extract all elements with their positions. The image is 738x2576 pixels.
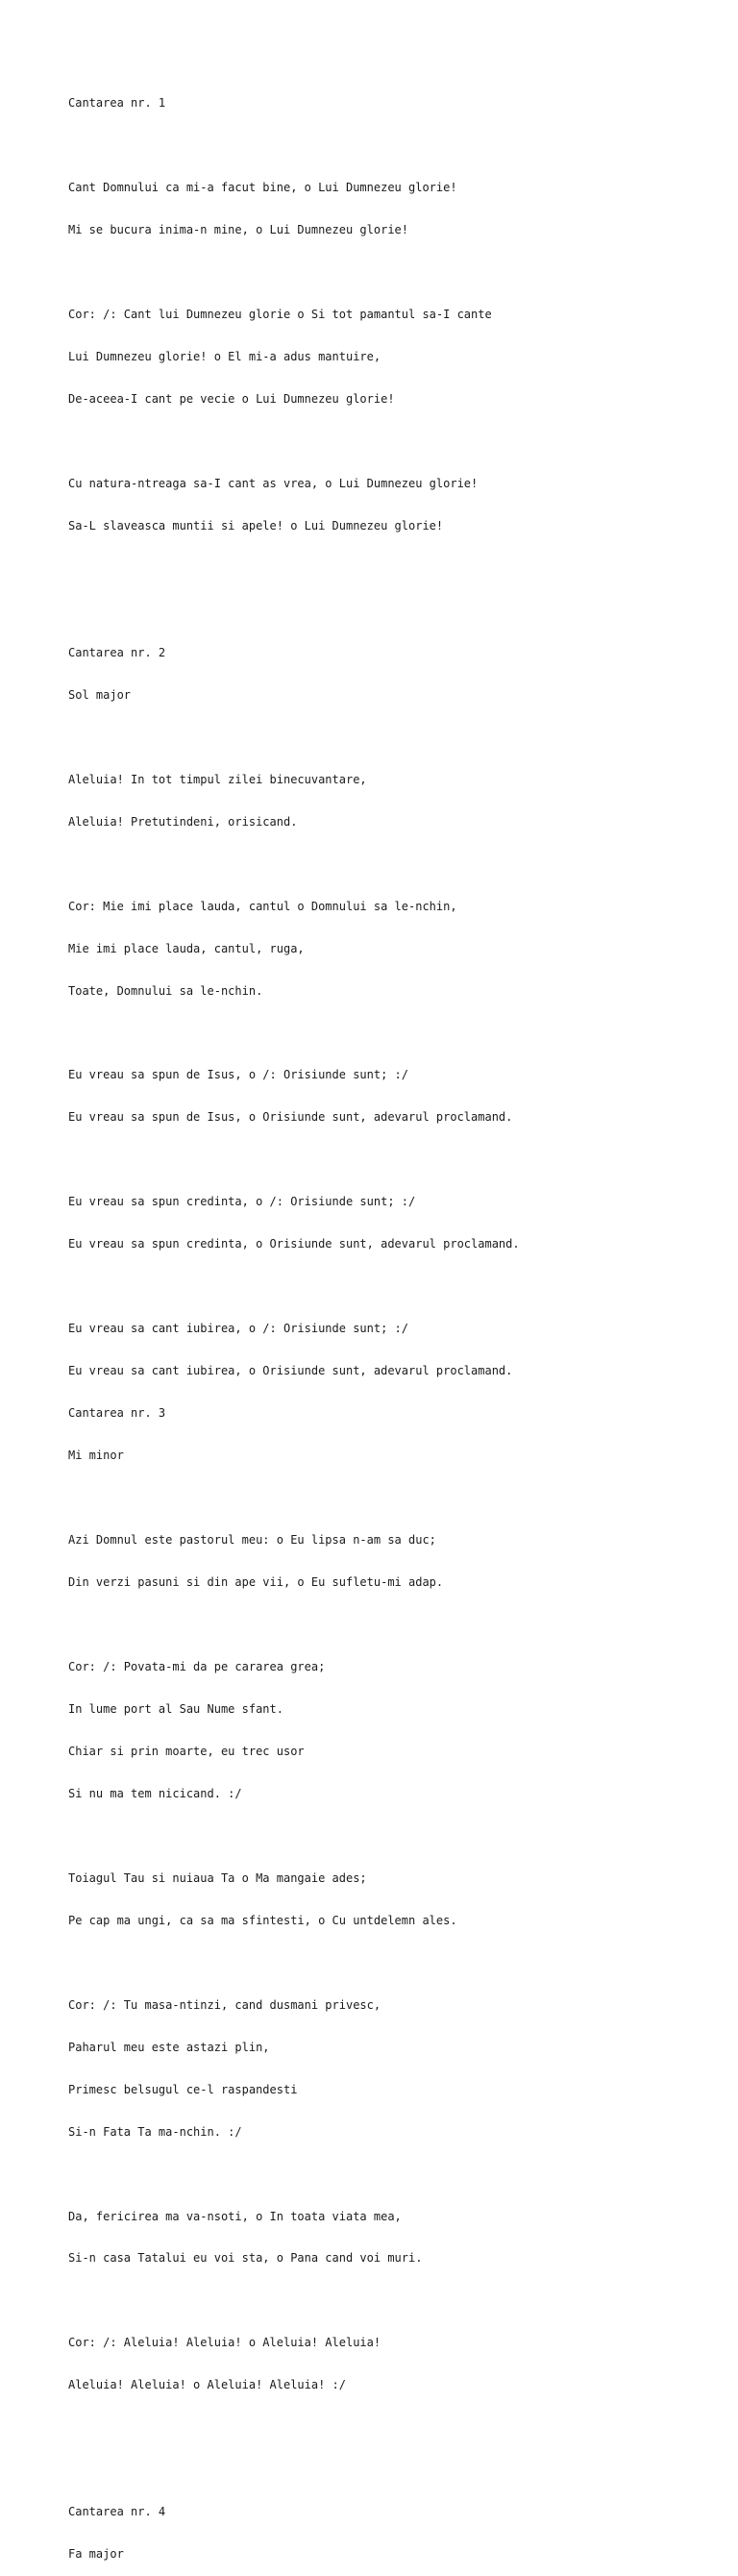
verse-line: Eu vreau sa spun credinta, o Orisiunde sunt, adevarul proclamand. [68, 1237, 520, 1251]
blank-line [68, 1152, 722, 1167]
verse-line: Si-n casa Tatalui eu voi sta, o Pana cand voi muri. [68, 2251, 423, 2266]
blank-line [68, 1829, 722, 1844]
blank-line [68, 604, 722, 618]
chorus-line: Si nu ma tem nicicand. :/ [68, 1786, 242, 1800]
blank-line [68, 561, 722, 576]
chorus-line: Cor: Mie imi place lauda, cantul o Domnului sa le-nchin, [68, 899, 457, 913]
verse-line: Cant Domnului ca mi-a facut bine, o Lui Dumnezeu glorie! [68, 181, 457, 195]
blank-line [68, 138, 722, 153]
chorus-line: Chiar si prin moarte, eu trec usor [68, 1744, 305, 1758]
chorus-line: Aleluia! Aleluia! o Aleluia! Aleluia! :/ [68, 2378, 346, 2392]
verse-line: Eu vreau sa spun de Isus, o /: Orisiunde sunt; :/ [68, 1068, 409, 1082]
verse-line: Da, fericirea ma va-nsoti, o In toata viata mea, [68, 2209, 402, 2223]
chorus-line: Cor: /: Povata-mi da pe cararea grea; [68, 1659, 326, 1673]
chorus-line: Primesc belsugul ce-l raspandesti [68, 2082, 298, 2096]
blank-line [68, 2420, 722, 2435]
song-key: Fa major [68, 2547, 124, 2562]
song-title: Cantarea nr. 1 [68, 96, 166, 111]
blank-line [68, 1618, 722, 1632]
verse-line: Aleluia! In tot timpul zilei binecuvantare, [68, 772, 367, 786]
song-key: Mi minor [68, 1449, 124, 1463]
verse-line: Sa-L slaveasca muntii si apele! o Lui Dumnezeu glorie! [68, 518, 444, 533]
chorus-line: Mie imi place lauda, cantul, ruga, [68, 941, 305, 955]
song-title: Cantarea nr. 4 [68, 2505, 166, 2519]
verse-line: Toiagul Tau si nuiaua Ta o Ma mangaie ades; [68, 1870, 367, 1885]
blank-line [68, 2167, 722, 2182]
blank-line [68, 1491, 722, 1505]
verse-line: Aleluia! Pretutindeni, orisicand. [68, 814, 298, 829]
chorus-line: Cor: /: Tu masa-ntinzi, cand dusmani privesc, [68, 1997, 381, 2012]
chorus-line: Si-n Fata Ta ma-nchin. :/ [68, 2124, 242, 2139]
verse-line: Azi Domnul este pastorul meu: o Eu lipsa n-am sa duc; [68, 1533, 436, 1548]
chorus-line: Cor: /: Aleluia! Aleluia! o Aleluia! Aleluia! [68, 2336, 381, 2350]
blank-line [68, 265, 722, 280]
blank-line [68, 1956, 722, 1970]
song-title: Cantarea nr. 3 [68, 1406, 166, 1421]
blank-line [68, 731, 722, 745]
verse-line: Cu natura-ntreaga sa-I cant as vrea, o Lui Dumnezeu glorie! [68, 476, 479, 490]
song-key: Sol major [68, 687, 132, 702]
blank-line [68, 1279, 722, 1294]
blank-line [68, 857, 722, 872]
chorus-line: De-aceea-I cant pe vecie o Lui Dumnezeu glorie! [68, 392, 395, 407]
blank-line [68, 434, 722, 449]
verse-line: Eu vreau sa spun de Isus, o Orisiunde sunt, adevarul proclamand. [68, 1110, 513, 1125]
verse-line: Din verzi pasuni si din ape vii, o Eu sufletu-mi adap. [68, 1575, 444, 1590]
verse-line: Mi se bucura inima-n mine, o Lui Dumnezeu glorie! [68, 223, 409, 237]
chorus-line: In lume port al Sau Nume sfant. [68, 1701, 283, 1716]
chorus-line: Lui Dumnezeu glorie! o El mi-a adus mantuire, [68, 350, 381, 364]
chorus-line: Toate, Domnului sa le-nchin. [68, 983, 263, 998]
verse-line: Pe cap ma ungi, ca sa ma sfintesti, o Cu untdelemn ales. [68, 1913, 457, 1927]
document-body [68, 68, 722, 2576]
song-title: Cantarea nr. 2 [68, 645, 166, 659]
verse-line: Eu vreau sa cant iubirea, o /: Orisiunde sunt; :/ [68, 1322, 409, 1336]
blank-line [68, 2293, 722, 2308]
verse-line: Eu vreau sa cant iubirea, o Orisiunde sunt, adevarul proclamand. [68, 1364, 513, 1378]
chorus-line: Cor: /: Cant lui Dumnezeu glorie o Si tot pamantul sa-I cante [68, 308, 492, 322]
verse-line: Eu vreau sa spun credinta, o /: Orisiunde sunt; :/ [68, 1195, 416, 1209]
blank-line [68, 2463, 722, 2477]
blank-line [68, 1027, 722, 1041]
chorus-line: Paharul meu este astazi plin, [68, 2040, 270, 2054]
